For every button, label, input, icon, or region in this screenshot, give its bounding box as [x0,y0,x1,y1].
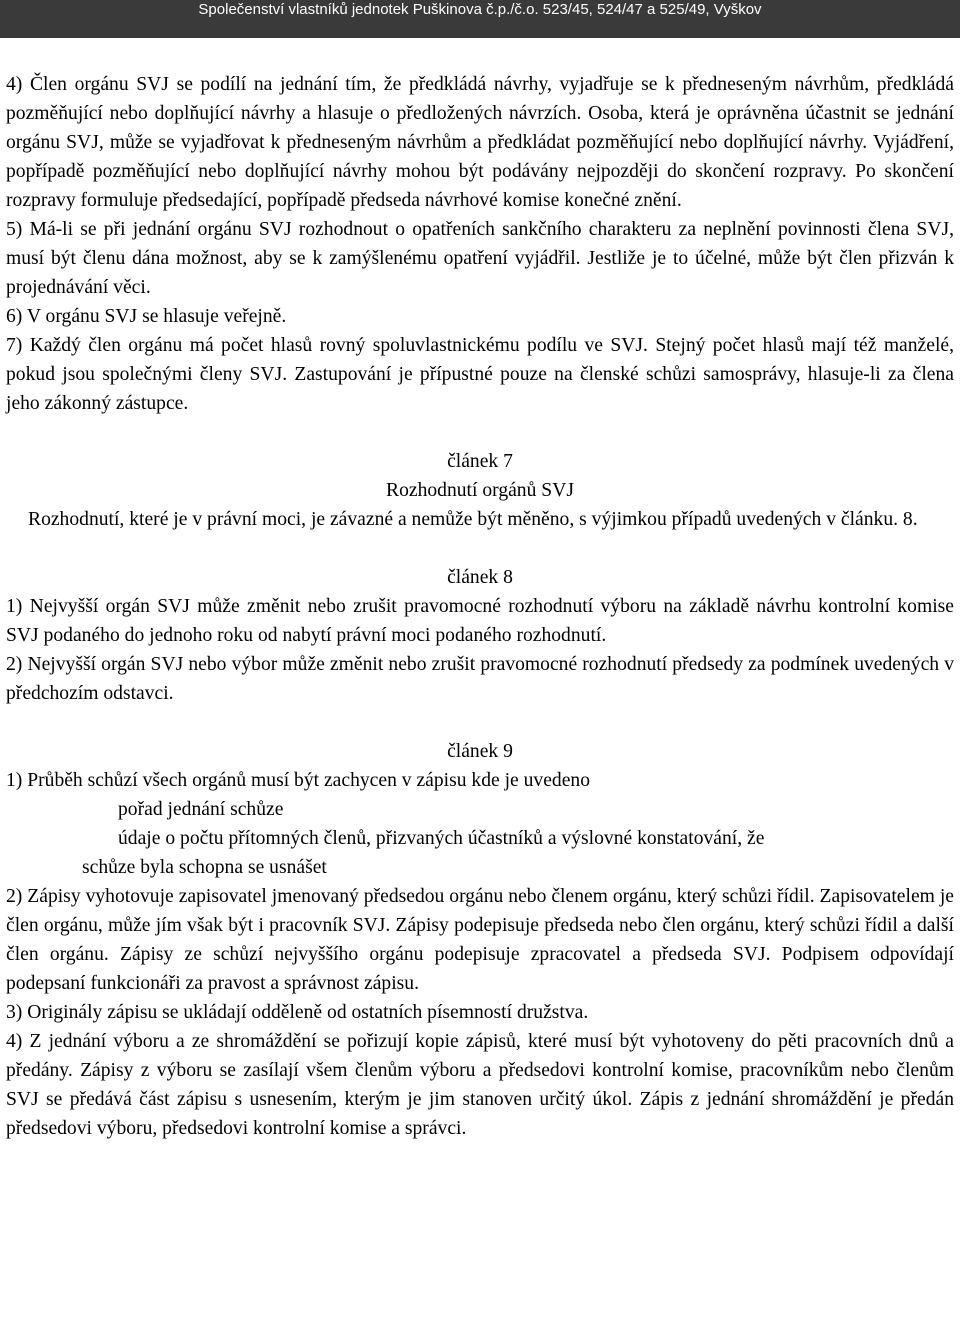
article-7-title: Rozhodnutí orgánů SVJ [386,480,574,501]
paragraph-8-2: 2) Nejvyšší orgán SVJ nebo výbor může změnit nebo zrušit pravomocné rozhodnutí předsedy za podmínek uvedených v předchozím odstavci. [6,654,954,704]
article-7-heading: článek 7 [447,451,513,472]
paragraph-6-4: 4) Člen orgánu SVJ se podílí na jednání tím, že předkládá návrhy, vyjadřuje se k předneseným návrhům, předkládá pozměňující nebo doplňující návrhy a hlasuje o předložených návrzích. Osoba, která je oprávněna účastnit se jednání orgánu SVJ, může se vyjadřovat k předneseným návrhům a předkládat pozměňující nebo doplňující návrhy. Vyjádření, popřípadě pozměňující nebo doplňující návrhy mohou být podávány nejpozději do skončení rozpravy. Po skončení rozpravy formuluje předsedající, popřípadě předseda návrhové komise konečné znění. [6,74,954,211]
spacer [6,708,954,737]
paragraph-9-1: 1) Průběh schůzí všech orgánů musí být zachycen v zápisu kde je uvedeno [6,770,591,791]
paragraph-6-5: 5) Má-li se při jednání orgánu SVJ rozhodnout o opatřeních sankčního charakteru za neplnění povinnosti člena SVJ, musí být členu dána možnost, aby se k zamýšlenému opatření vyjádřil. Jestliže je to účelné, může být člen přizván k projednávání věci. [6,219,954,298]
article-8-heading: článek 8 [447,567,513,588]
article-7-text: Rozhodnutí, které je v právní moci, je závazné a nemůže být měněno, s výjimkou případů uvedených v článku. 8. [28,509,918,530]
spacer [6,534,954,563]
paragraph-6-7: 7) Každý člen orgánu má počet hlasů rovný spoluvlastnickému podílu ve SVJ. Stejný počet hlasů mají též manželé, pokud jsou společnými členy SVJ. Zastupování je přípustné pouze na členské schůzi samosprávy, hlasuje-li za člena jeho zákonný zástupce. [6,335,954,414]
spacer [6,418,954,447]
page-header: Společenství vlastníků jednotek Puškinova č.p./č.o. 523/45, 524/47 a 525/49, Vyškov [0,0,960,38]
paragraph-9-1-item-2-cont: schůze byla schopna se usnášet [82,857,327,878]
document-body [6,70,954,1143]
paragraph-6-6: 6) V orgánu SVJ se hlasuje veřejně. [6,306,287,327]
paragraph-9-1-item-1: pořad jednání schůze [118,799,284,820]
paragraph-8-1: 1) Nejvyšší orgán SVJ může změnit nebo zrušit pravomocné rozhodnutí výboru na základě návrhu kontrolní komise SVJ podaného do jednoho roku od nabytí právní moci podaného rozhodnutí. [6,596,954,646]
paragraph-9-4: 4) Z jednání výboru a ze shromáždění se pořizují kopie zápisů, které musí být vyhotoveny do pěti pracovních dnů a předány. Zápisy z výboru se zasílají všem členům výboru a předsedovi kontrolní komise, pracovníkům nebo členům SVJ se předává část zápisu s usnesením, kterým je jim stanoven určitý úkol. Zápis z jednání shromáždění je předán předsedovi výboru, předsedovi kontrolní komise a správci. [6,1031,954,1139]
paragraph-9-3: 3) Originály zápisu se ukládají odděleně od ostatních písemností družstva. [6,1002,589,1023]
paragraph-9-1-item-2: údaje o počtu přítomných členů, přizvaných účastníků a výslovné konstatování, že [118,828,765,849]
paragraph-9-2: 2) Zápisy vyhotovuje zapisovatel jmenovaný předsedou orgánu nebo členem orgánu, který schůzi řídil. Zapisovatelem je člen orgánu, může jím však být i pracovník SVJ. Zápisy podepisuje předseda nebo člen orgánu, který schůzi řídil a další člen orgánu. Zápisy ze schůzí nejvyššího orgánu podepisuje zpracovatel a předseda SVJ. Podpisem odpovídají podepsaní funkcionáři za pravost a správnost zápisu. [6,886,954,994]
article-9-heading: článek 9 [447,741,513,762]
